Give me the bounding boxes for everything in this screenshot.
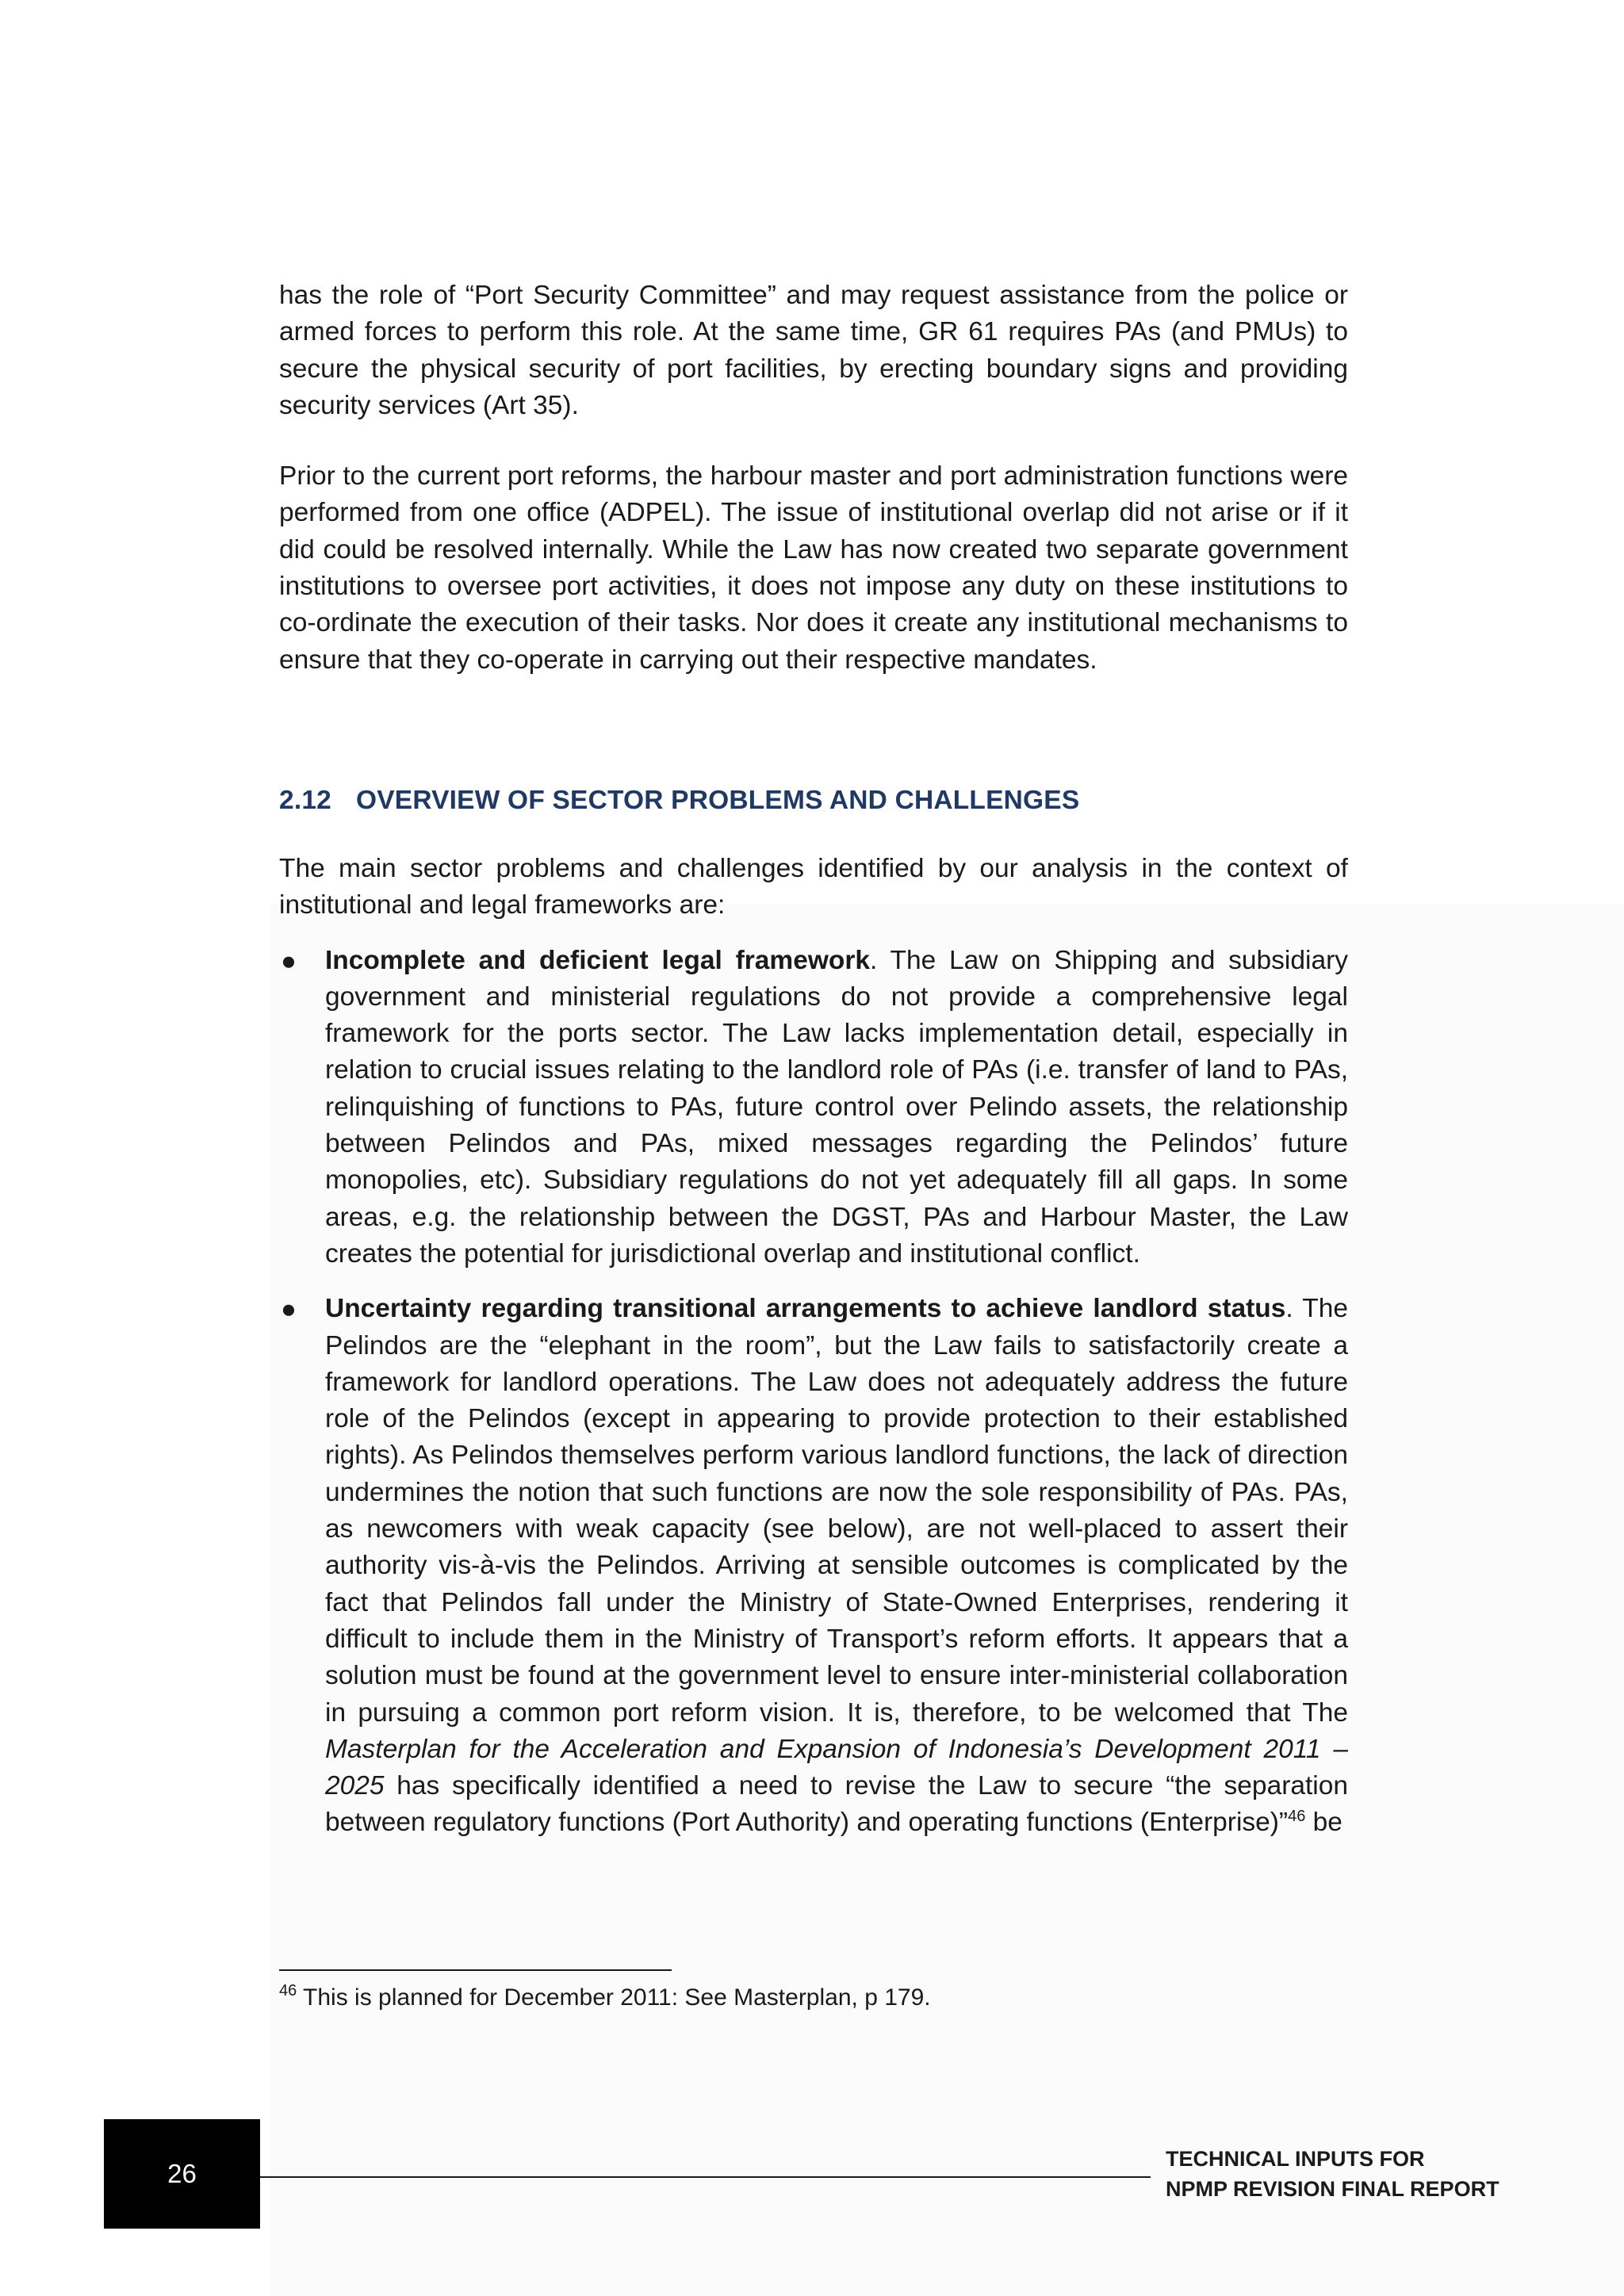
page-number-box (104, 2119, 260, 2229)
footnote-text: This is planned for December 2011: See Masterplan, p 179. (297, 1984, 931, 2011)
footer-title-line: NPMP REVISION FINAL REPORT (1166, 2177, 1500, 2201)
list-item-text: has specifically identified a need to revise the Law to secure “the separation between regulatory functions (Port Authority) and operating functions (Enterprise)” (325, 1771, 1348, 1838)
bullet-list (279, 943, 1348, 1842)
section-intro: The main sector problems and challenges identified by our analysis in the context of institutional and legal frameworks are: (279, 853, 1348, 920)
list-item-text: . The Law on Shipping and subsidiary government and ministerial regulations do not provide a comprehensive legal framework for the ports sector. The Law lacks implementation detail, especially in relation to crucial issues relating to the landlord role of PAs (i.e. transfer of land to PAs, relinquishing of functions to PAs, future control over Pelindo assets, the relationship between Pelindos and PAs, mixed messages regarding the Pelindos’ future monopolies, etc). Subsidiary regulations do not yet adequately fill all gaps. In some areas, e.g. the relationship between the DGST, PAs and Harbour Master, the Law creates the potential for jurisdictional overlap and institutional conflict. (325, 945, 1348, 1269)
section-title: OVERVIEW OF SECTOR PROBLEMS AND CHALLENGES (356, 785, 1080, 815)
bullet-icon: ● (281, 945, 297, 975)
list-item (279, 1291, 1348, 1841)
list-item-text: . The Pelindos are the “elephant in the room”, but the Law fails to satisfactorily create a framework for landlord operations. The Law does not adequately address the future role of the Pelindos (except in appearing to provide protection to their established rights). As Pelindos themselves perform various landlord functions, the lack of direction undermines the notion that such functions are now the sole responsibility of PAs. PAs, as newcomers with weak capacity (see below), are not well-placed to assert their authority vis-à-vis the Pelindos. Arriving at sensible outcomes is complicated by the fact that Pelindos fall under the Ministry of State-Owned Enterprises, rendering it difficult to include them in the Ministry of Transport’s reform efforts. It appears that a solution must be found at the government level to ensure inter-ministerial collaboration in pursuing a common port reform vision. It is, therefore, to be welcomed that The (325, 1294, 1348, 1728)
footer-title (1166, 2144, 1500, 2204)
footnote (279, 1982, 931, 2014)
list-item (279, 943, 1348, 1273)
list-item-text: be (1305, 1808, 1342, 1838)
footnote-divider (279, 1969, 672, 1971)
document-title-italic: Masterplan for the Acceleration and Expansion of Indonesia’s Development 2011 – 2025 (325, 1734, 1348, 1801)
body-paragraph: Prior to the current port reforms, the harbour master and port administration functions were performed from one office (ADPEL). The issue of institutional overlap did not arise or if it did could be resolved internally. While the Law has now created two separate government institutions to oversee port activities, it does not impose any duty on these institutions to co-ordinate the execution of their tasks. Nor does it create any institutional mechanisms to ensure that they co-operate in carrying out their respective mandates. (279, 461, 1348, 675)
footer-title-line: TECHNICAL INPUTS FOR (1166, 2147, 1425, 2171)
page-number: 26 (167, 2159, 197, 2188)
section-heading (279, 783, 1348, 819)
list-item-lead: Uncertainty regarding transitional arrangements to achieve landlord status (325, 1294, 1286, 1324)
list-item-lead: Incomplete and deficient legal framework (325, 945, 871, 975)
footnote-reference[interactable]: 46 (1288, 1808, 1306, 1826)
page-content (279, 277, 1348, 1842)
bullet-icon: ● (281, 1294, 297, 1324)
footer-divider (260, 2176, 1151, 2178)
body-paragraph: has the role of “Port Security Committee” and may request assistance from the police or armed forces to perform this role. At the same time, GR 61 requires PAs (and PMUs) to secure the physical security of port facilities, by erecting boundary signs and providing security services (Art 35). (279, 281, 1348, 420)
section-number: 2.12 (279, 785, 332, 815)
footnote-number: 46 (279, 1982, 297, 1999)
